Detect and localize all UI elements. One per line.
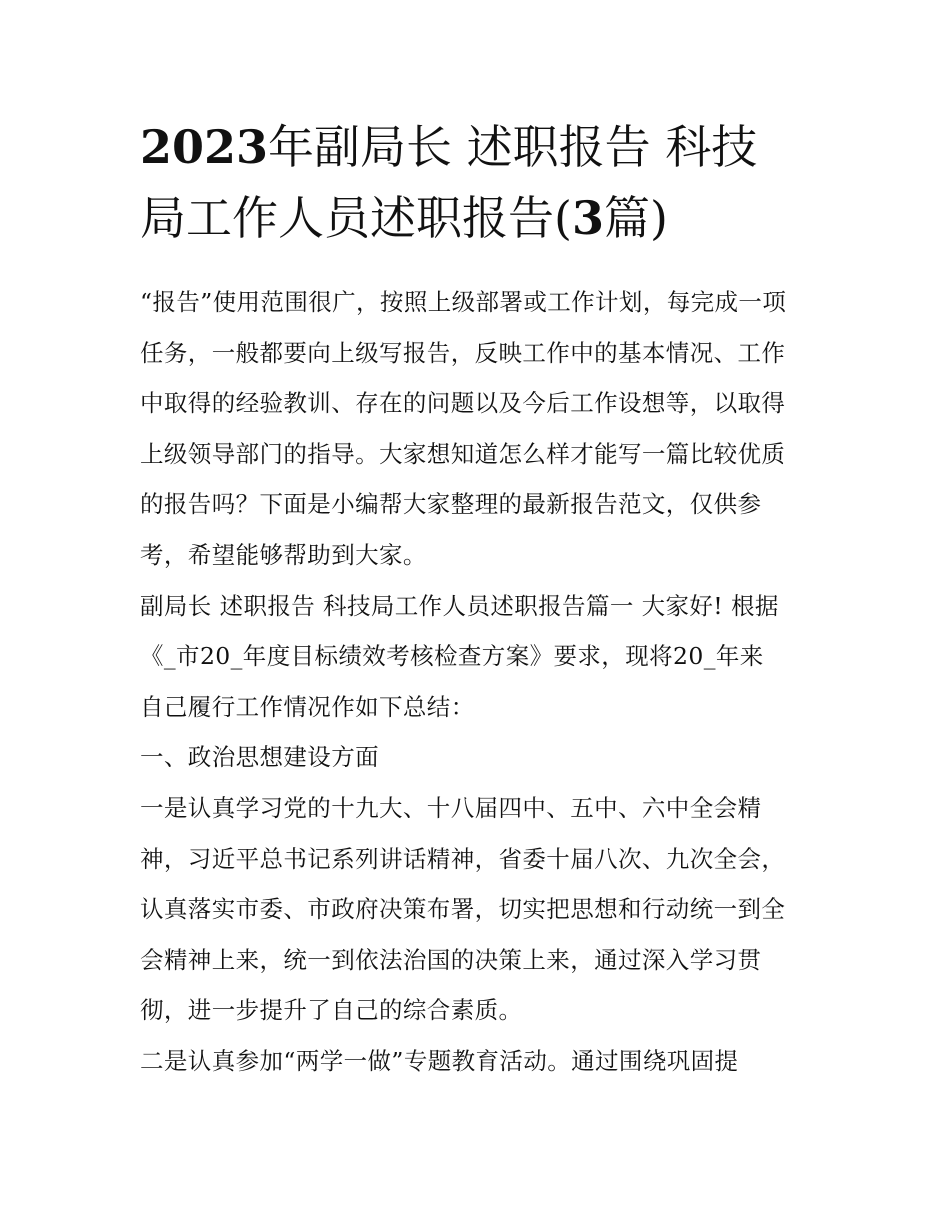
body-line: 二是认真参加“两学一做”专题教育活动。通过围绕巩固提 bbox=[140, 1046, 739, 1075]
document-title bbox=[140, 112, 820, 254]
body-line: 考，希望能够帮助到大家。 bbox=[140, 540, 427, 569]
body-line: 彻，进一步提升了自己的综合素质。 bbox=[140, 996, 523, 1025]
document-body bbox=[140, 277, 820, 1087]
body-line: 的报告吗？下面是小编帮大家整理的最新报告范文，仅供参 bbox=[140, 490, 762, 519]
body-line: “报告”使用范围很广，按照上级部署或工作计划，每完成一项 bbox=[140, 288, 787, 316]
body-line: 上级领导部门的指导。大家想知道怎么样才能写一篇比较优质 bbox=[140, 439, 786, 468]
title-line-2: 局工作人员述职报告(3篇) bbox=[140, 191, 668, 245]
body-line: 会精神上来，统一到依法治国的决策上来，通过深入学习贯 bbox=[140, 945, 762, 974]
body-line: 神，习近平总书记系列讲话精神，省委十届八次、九次全会， bbox=[140, 844, 786, 873]
title-year: 2023 bbox=[140, 120, 269, 174]
section-heading: 一、政治思想建设方面 bbox=[140, 743, 379, 772]
body-line: 副局长 述职报告 科技局工作人员述职报告篇一 大家好! 根据 bbox=[140, 591, 779, 620]
title-line-1: 2023年副局长 述职报告 科技 bbox=[140, 120, 758, 174]
body-line: 认真落实市委、市政府决策布署，切实把思想和行动统一到全 bbox=[140, 895, 786, 924]
body-line: 任务，一般都要向上级写报告，反映工作中的基本情况、工作 bbox=[140, 338, 786, 367]
title-count: 3 bbox=[571, 191, 604, 245]
body-line: 《_市20_年度目标绩效考核检查方案》要求，现将20_年来 bbox=[140, 642, 764, 671]
body-line: 一是认真学习党的十九大、十八届四中、五中、六中全会精 bbox=[140, 793, 762, 822]
body-line: 自己履行工作情况作如下总结： bbox=[140, 692, 475, 721]
body-line: 中取得的经验教训、存在的问题以及今后工作设想等，以取得 bbox=[140, 389, 786, 418]
